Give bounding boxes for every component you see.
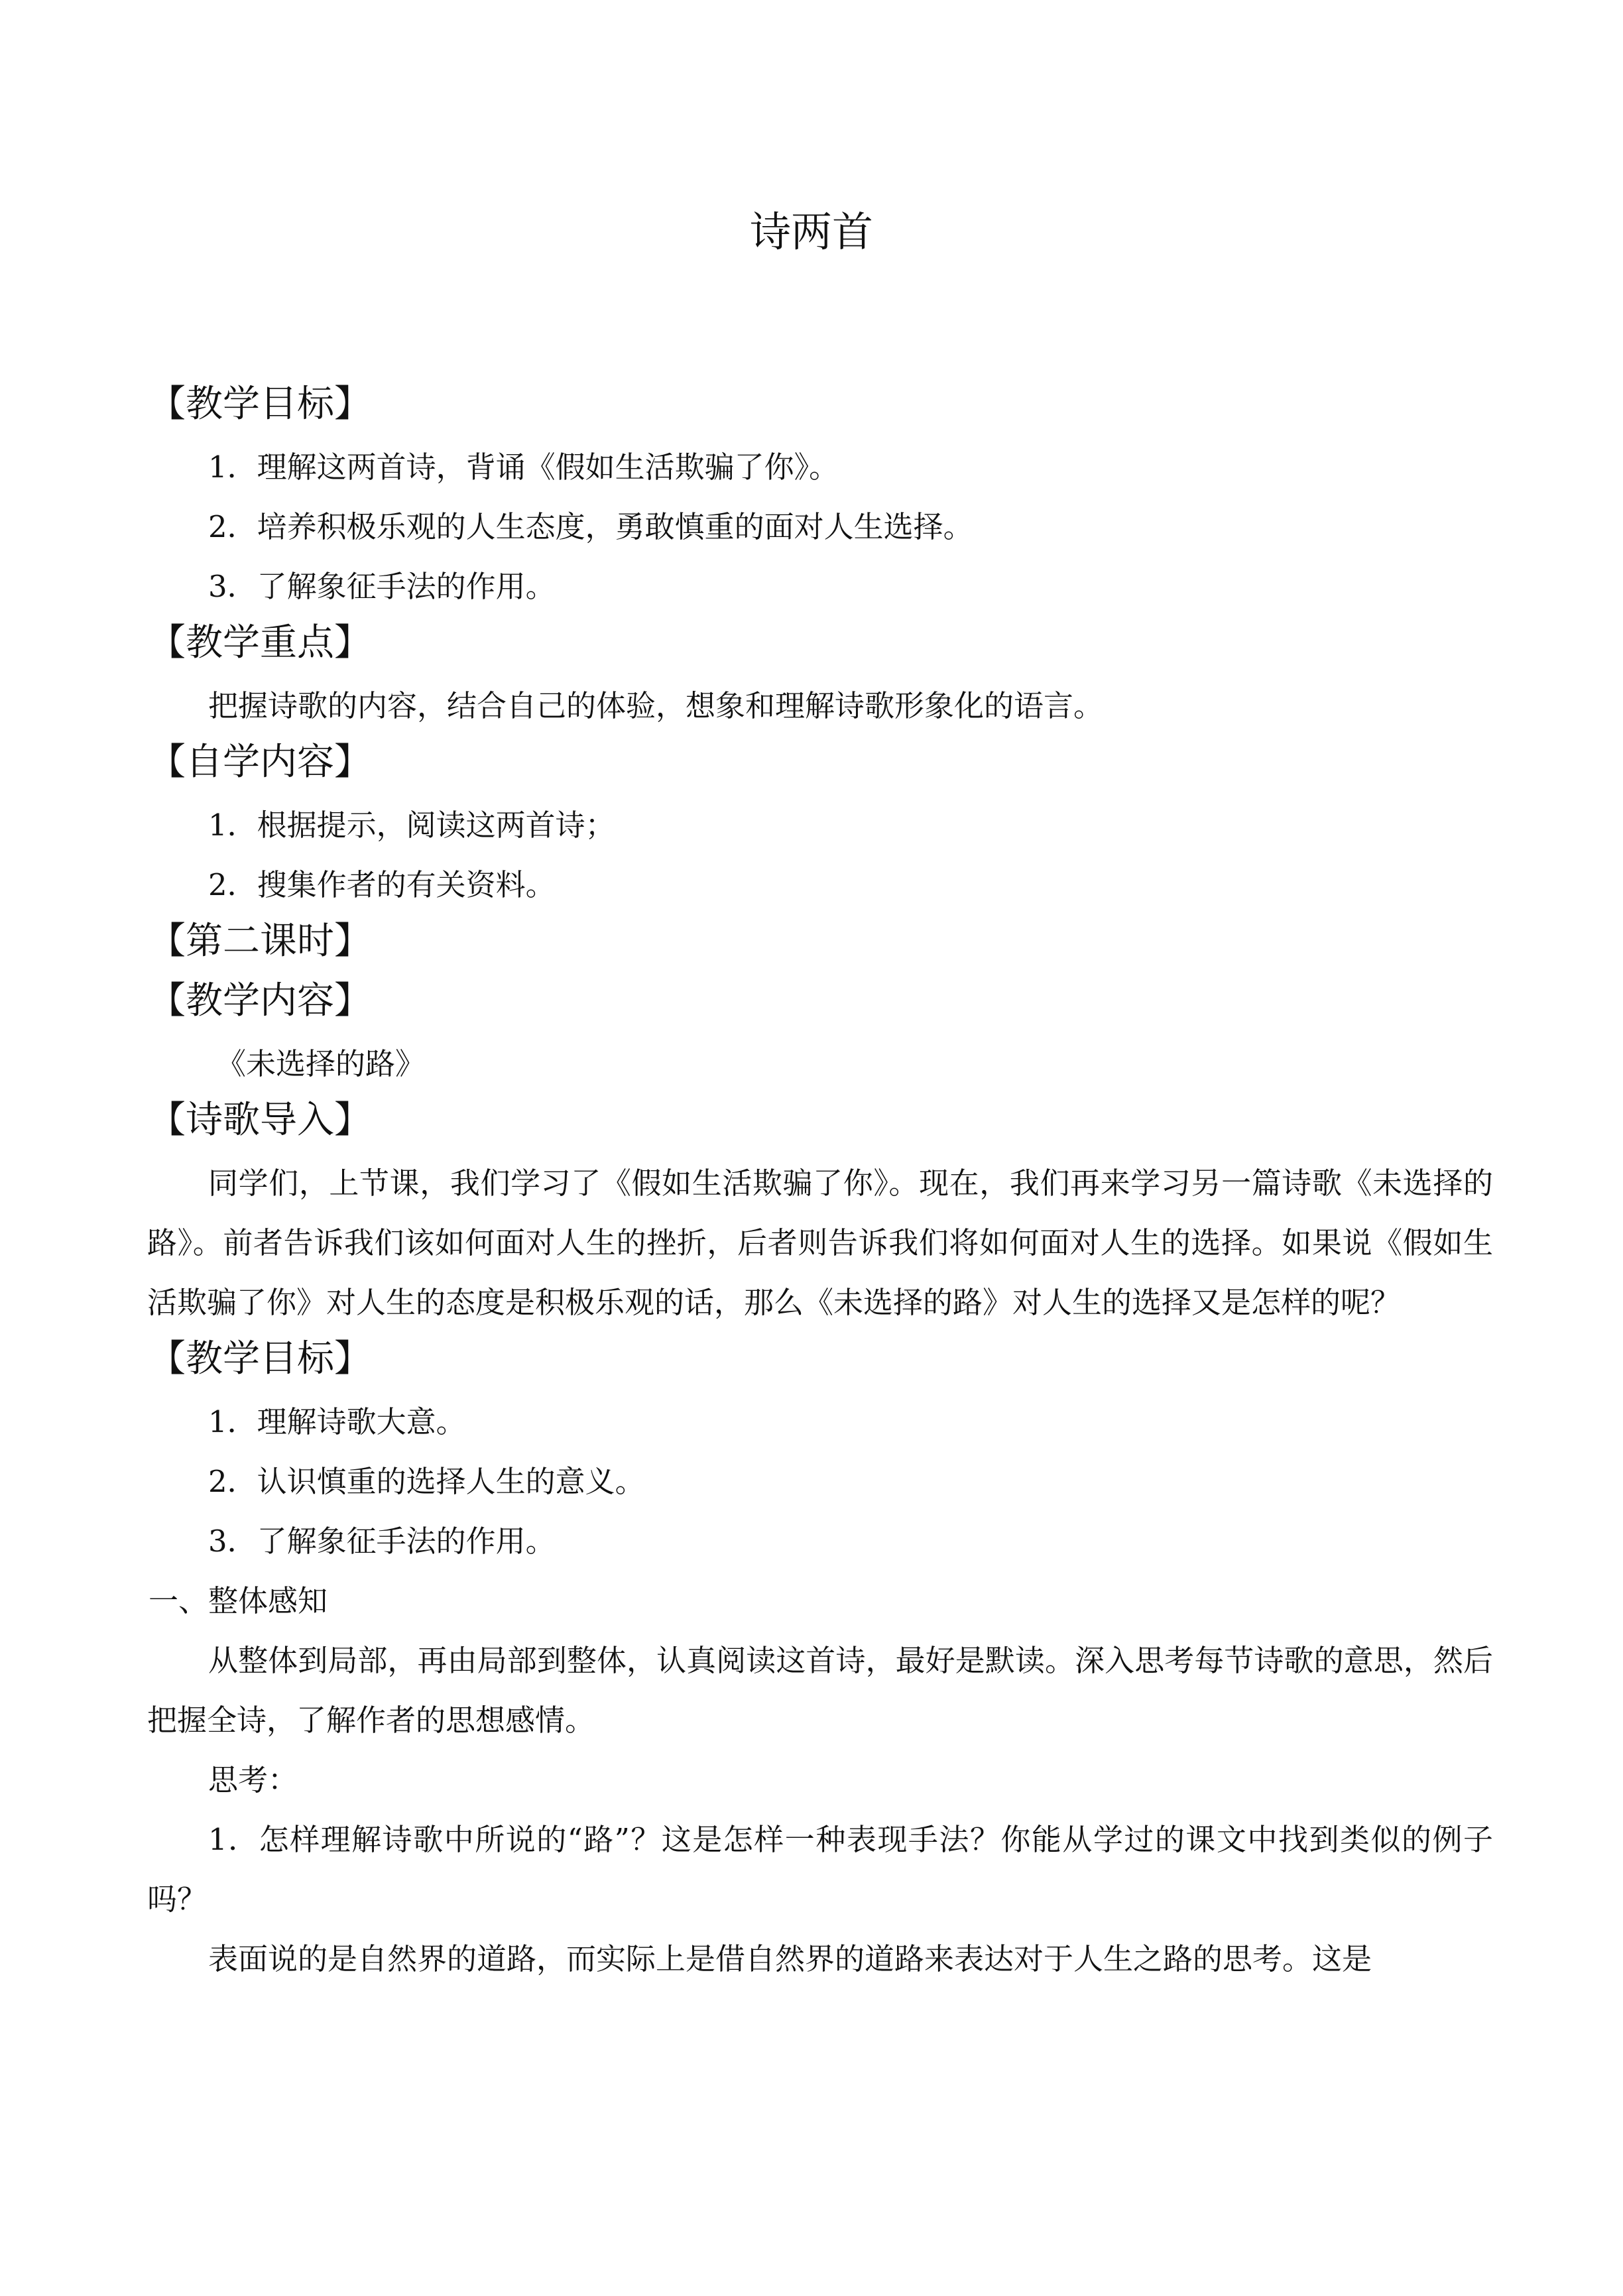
section-heading-teaching-goals: 【教学目标】 [149,383,371,426]
key-points-text: 把握诗歌的内容，结合自己的体验，想象和理解诗歌形象化的语言。 [208,688,1104,723]
goal-item: 1．理解诗歌大意。 [208,1404,466,1439]
section-heading-overall-perception: 一、整体感知 [149,1583,328,1618]
self-study-item: 2．搜集作者的有关资料。 [208,867,556,902]
section-heading-teaching-content: 【教学内容】 [149,979,371,1022]
question-paragraph: 1．怎样理解诗歌中所说的“路”？这是怎样一种表现手法？你能从学过的课文中找到类似的例子吗？ [147,1822,1493,1917]
perception-paragraph: 从整体到局部，再由局部到整体，认真阅读这首诗，最好是默读。深入思考每节诗歌的意思，然后把握全诗，了解作者的思想感情。 [147,1643,1493,1738]
intro-paragraph: 同学们，上节课，我们学习了《假如生活欺骗了你》。现在，我们再来学习另一篇诗歌《未选择的路》。前者告诉我们该如何面对人生的挫折，后者则告诉我们将如何面对人生的选择。如果说《假如生活欺骗了你》对人生的态度是积极乐观的话，那么《未选择的路》对人生的选择又是怎样的呢？ [147,1166,1493,1320]
goal-item: 2．认识慎重的选择人生的意义。 [208,1464,645,1499]
answer-paragraph: 表面说的是自然界的道路，而实际上是借自然界的道路来表达对于人生之路的思考。这是 [208,1941,1372,1976]
goal-item: 3．了解象征手法的作用。 [208,1524,556,1559]
document-title: 诗两首 [749,208,873,256]
section-heading-key-points: 【教学重点】 [149,621,371,664]
section-heading-teaching-goals-2: 【教学目标】 [149,1337,371,1380]
think-label: 思考： [208,1762,298,1797]
goal-item: 2．培养积极乐观的人生态度，勇敢慎重的面对人生选择。 [208,509,973,544]
teaching-content-text: 《未选择的路》 [216,1046,426,1081]
goal-item: 3．了解象征手法的作用。 [208,569,556,604]
self-study-item: 1．根据提示，阅读这两首诗； [208,808,615,843]
goal-item: 1．理解这两首诗，背诵《假如生活欺骗了你》。 [208,450,839,485]
section-heading-second-lesson: 【第二课时】 [149,920,371,963]
section-heading-self-study: 【自学内容】 [149,741,371,784]
document-body [147,378,1493,1989]
section-heading-poem-intro: 【诗歌导入】 [149,1099,371,1142]
